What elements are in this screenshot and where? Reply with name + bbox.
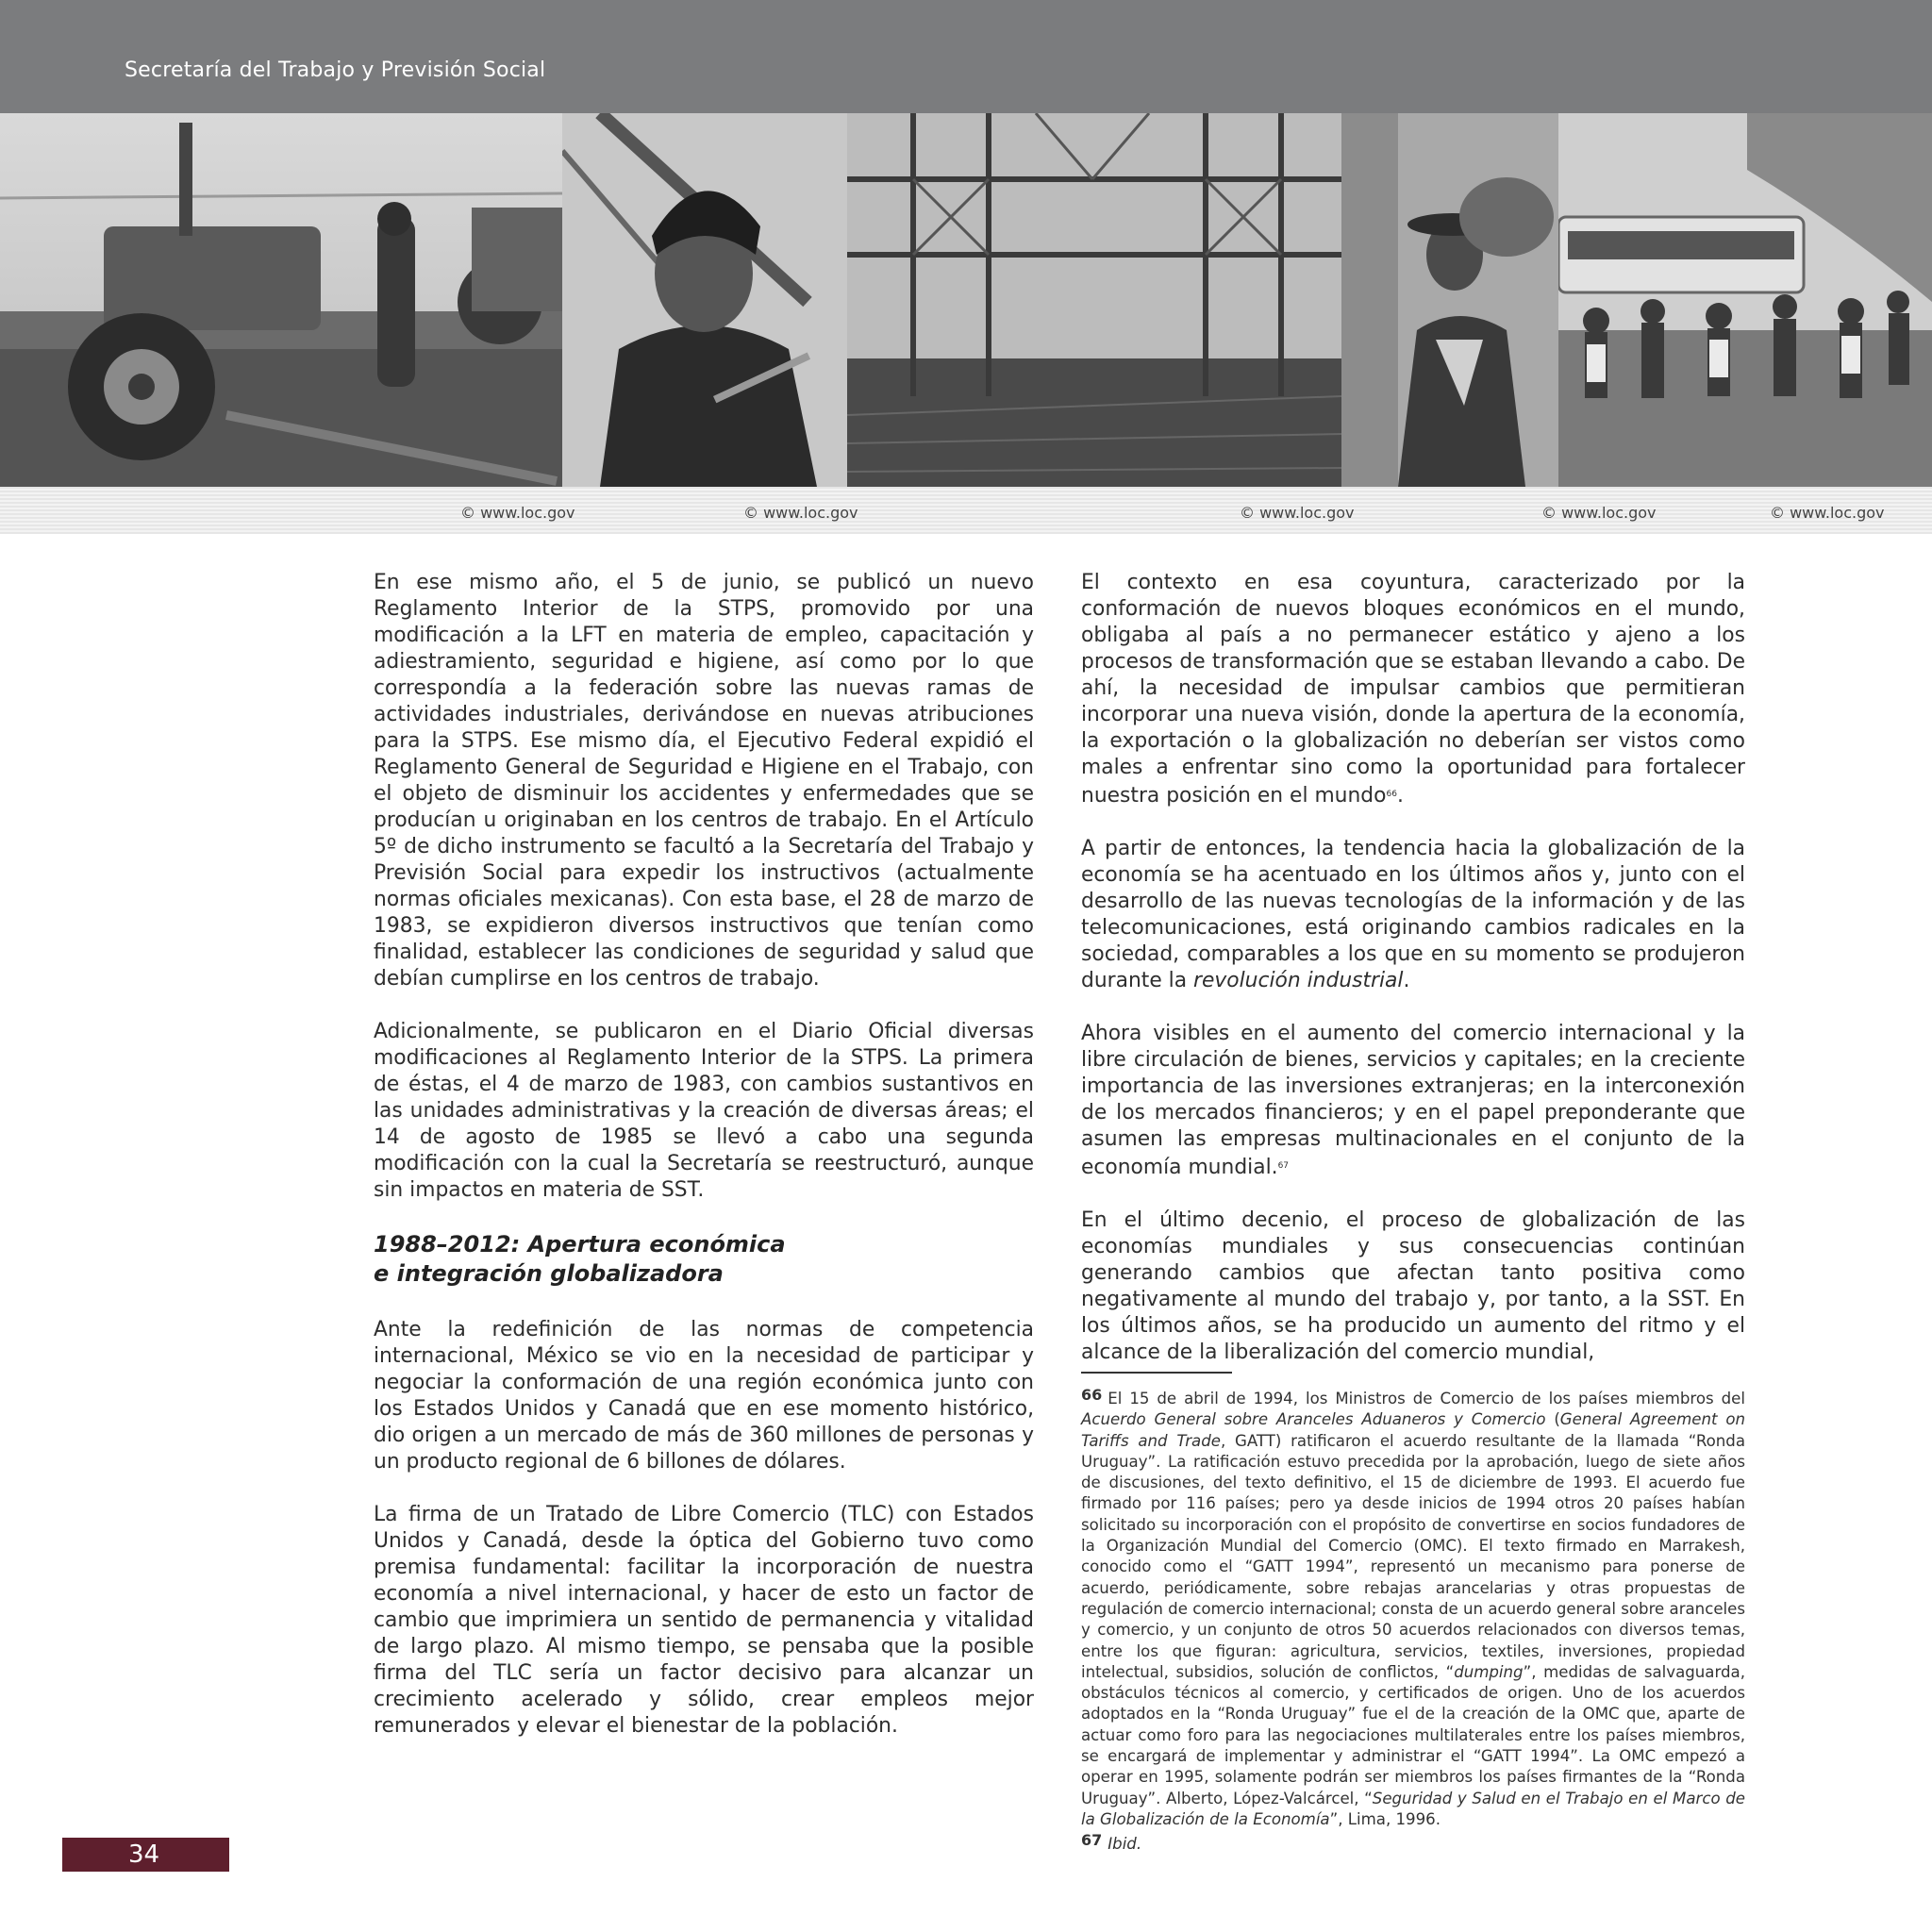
photo-welder — [562, 113, 847, 487]
footnotes — [1081, 1385, 1745, 1856]
footnote-number: 66 — [1081, 1386, 1103, 1404]
footnote-text: ”, Lima, 1996. — [1329, 1809, 1441, 1828]
header-title: Secretaría del Trabajo y Previsión Social — [125, 58, 546, 82]
photo-strip — [0, 113, 1932, 487]
footnote-italic: General Agreement on Tariffs and Trade — [1081, 1410, 1745, 1450]
page-header — [0, 0, 1932, 113]
footnote-number: 67 — [1081, 1831, 1103, 1850]
footnote-italic: Seguridad y Salud en el Trabajo en el Marco de la Globalización de la Economía — [1081, 1789, 1745, 1828]
footnote-text: , GATT) ratificaron el acuerdo resultante de la llamada “Ronda Uruguay”. La ratificación estuvo precedida por la aprobación, luego de siete años de discusiones, del texto definitivo, el 15 de diciembre de 1993. El acuerdo fue firmado por 116 países; pero ya desde inicios de 1994 otros 20 países habían solicitado su incorporación con el propósito de convertirse en socios fundadores de la Organización Mundial del Comercio (OMC). El texto firmado en Marrakesh, conocido como el “GATT 1994”, representó un mecanismo para ponerse de acuerdo, periódicamente, sobre rebajas arancelarias y otras propuestas de regulación de comercio internacional; consta de un acuerdo general sobre aranceles y comercio, y un conjunto de otros 50 acuerdos relacionados con diversos temas, entre los que figuran: agricultura, servicios, textiles, inversiones, propiedad intelectual, subsidios, solución de conflictos, “ — [1081, 1431, 1745, 1681]
photo-credit: © www.loc.gov — [1240, 504, 1355, 522]
footnote-text: El 15 de abril de 1994, los Ministros de Comercio de los países miembros del — [1108, 1390, 1745, 1407]
section-heading-line: 1988–2012: Apertura económica — [374, 1231, 786, 1257]
footnote-italic: Ibid. — [1108, 1835, 1142, 1854]
paragraph-end: . — [1396, 784, 1404, 808]
italic-term: revolución industrial — [1193, 969, 1404, 992]
right-column — [1081, 570, 1745, 1856]
paragraph-text: A partir de entonces, la tendencia hacia la globalización de la economía se ha acentuado en los últimos años y, junto con el desarrollo de las nuevas tecnologías de la información y de las telecomunicaciones, está originando cambios radicales en la sociedad, comparables a los que en su momento se produjeron durante la — [1081, 837, 1745, 992]
section-heading — [374, 1230, 1034, 1289]
photo-tractor — [0, 113, 562, 487]
footnote-ref[interactable]: 67 — [1277, 1161, 1290, 1171]
photo-credit: © www.loc.gov — [460, 504, 575, 522]
paragraph — [1081, 570, 1745, 809]
photo-banana-vendor — [1341, 113, 1558, 487]
paragraph — [1081, 836, 1745, 994]
footnote-italic: dumping — [1454, 1662, 1524, 1681]
paragraph-text: El contexto en esa coyuntura, caracterizado por la conformación de nuevos bloques económicos en el mundo, obligaba al país a no permanecer estático y ajeno a los procesos de transformación que se estaban llevando a cabo. De ahí, la necesidad de impulsar cambios que permitieran incorporar una nueva visión, donde la apertura de la economía, la exportación o la globalización no deberían ser vistos como males a enfrentar sino como la oportunidad para fortalecer nuestra posición en el mundo — [1081, 571, 1745, 808]
paragraph: En ese mismo año, el 5 de junio, se publicó un nuevo Reglamento Interior de la STPS, promovido por una modificación a la LFT en materia de empleo, capacitación y adiestramiento, seguridad e higiene, así como por lo que correspondía a la federación sobre las nuevas ramas de actividades industriales, derivándose en nuevas atribuciones para la STPS. Ese mismo día, el Ejecutivo Federal expidió el Reglamento General de Seguridad e Higiene en el Trabajo, con el objeto de disminuir los accidentes y enfermedades que se producían u originaban en los centros de trabajo. En el Artículo 5º de dicho instrumento se facultó a la Secretaría del Trabajo y Previsión Social para expedir los instructivos (actualmente normas oficiales mexicanas). Con esta base, el 28 de marzo de 1983, se expidieron diversos instructivos que tenían como finalidad, establecer las condiciones de seguridad y salud que debían cumplirse en los centros de trabajo. — [374, 571, 1034, 991]
footnote-text: ”, medidas de salvaguarda, obstáculos técnicos al comercio, y certificados de origen. Uno de los acuerdos adoptados en la “Ronda Uruguay” fue el de la creación de la OMC que, aparte de actuar como foro para las negociaciones multilaterales entre los países miembros, se encargará de implementar y administrar el “GATT 1994”. La OMC empezó a operar en 1995, solamente podrán ser miembros los países firmantes de la “Ronda Uruguay”. Alberto, López-Valcárcel, “ — [1081, 1662, 1745, 1807]
paragraph: Adicionalmente, se publicaron en el Diario Oficial diversas modificaciones al Reglamento Interior de la STPS. La primera de éstas, el 4 de marzo de 1983, con cambios sustantivos en las unidades administrativas y la creación de diversas áreas; el 14 de agosto de 1985 se llevó a cabo una segunda modificación con la cual la Secretaría se reestructuró, aunque sin impactos en materia de SST. — [374, 1020, 1034, 1202]
left-column — [374, 570, 1034, 1766]
footnote-text: ( — [1545, 1410, 1560, 1429]
footnote-italic: Acuerdo General sobre Aranceles Aduaneros y Comercio — [1081, 1410, 1546, 1429]
paragraph-text: Ahora visibles en el aumento del comercio internacional y la libre circulación de bienes, servicios y capitales; en la creciente importancia de las inversiones extranjeras; en la interconexión de los mercados financieros; y en el papel preponderante que asumen las empresas multinacionales en el conjunto de la economía mundial. — [1081, 1022, 1745, 1179]
paragraph-end: . — [1403, 969, 1410, 992]
footnote-divider — [1081, 1372, 1232, 1374]
photo-credit: © www.loc.gov — [1541, 504, 1657, 522]
paragraph: La firma de un Tratado de Libre Comercio (TLC) con Estados Unidos y Canadá, desde la óptica del Gobierno tuvo como premisa fundamental: facilitar la incorporación de nuestra economía a nivel internacional, y hacer de esto un factor de cambio que imprimiera un sentido de permanencia y vitalidad de largo plazo. Al mismo tiempo, se pensaba que la posible firma del TLC sería un factor decisivo para alcanzar un crecimiento acelerado y sólido, crear empleos mejor remunerados y elevar el bienestar de la población. — [374, 1503, 1034, 1738]
photo-credit: © www.loc.gov — [743, 504, 858, 522]
paragraph — [1081, 1021, 1745, 1181]
photo-credit: © www.loc.gov — [1770, 504, 1885, 522]
section-heading-line: e integración globalizadora — [374, 1260, 724, 1287]
page-number: 34 — [128, 1840, 160, 1869]
footnote-ref[interactable]: 66 — [1386, 790, 1397, 799]
footnote-67 — [1081, 1830, 1745, 1855]
paragraph: En el último decenio, el proceso de globalización de las economías mundiales y sus consecuencias continúan generando cambios que afectan tanto positiva como negativamente al mundo del trabajo y, por tanto, a la SST. En los últimos años, se ha producido un aumento del ritmo y el alcance de la liberalización del comercio mundial, — [1081, 1208, 1745, 1364]
footnote-66 — [1081, 1385, 1745, 1830]
paragraph: Ante la redefinición de las normas de competencia internacional, México se vio en la necesidad de participar y negociar la conformación de una región económica junto con los Estados Unidos y Canadá que en ese momento histórico, dio origen a un mercado de más de 360 millones de personas y un producto regional de 6 billones de dólares. — [374, 1318, 1034, 1474]
photo-bus-crowd — [1558, 113, 1932, 487]
photo-steel-structure — [847, 113, 1341, 487]
